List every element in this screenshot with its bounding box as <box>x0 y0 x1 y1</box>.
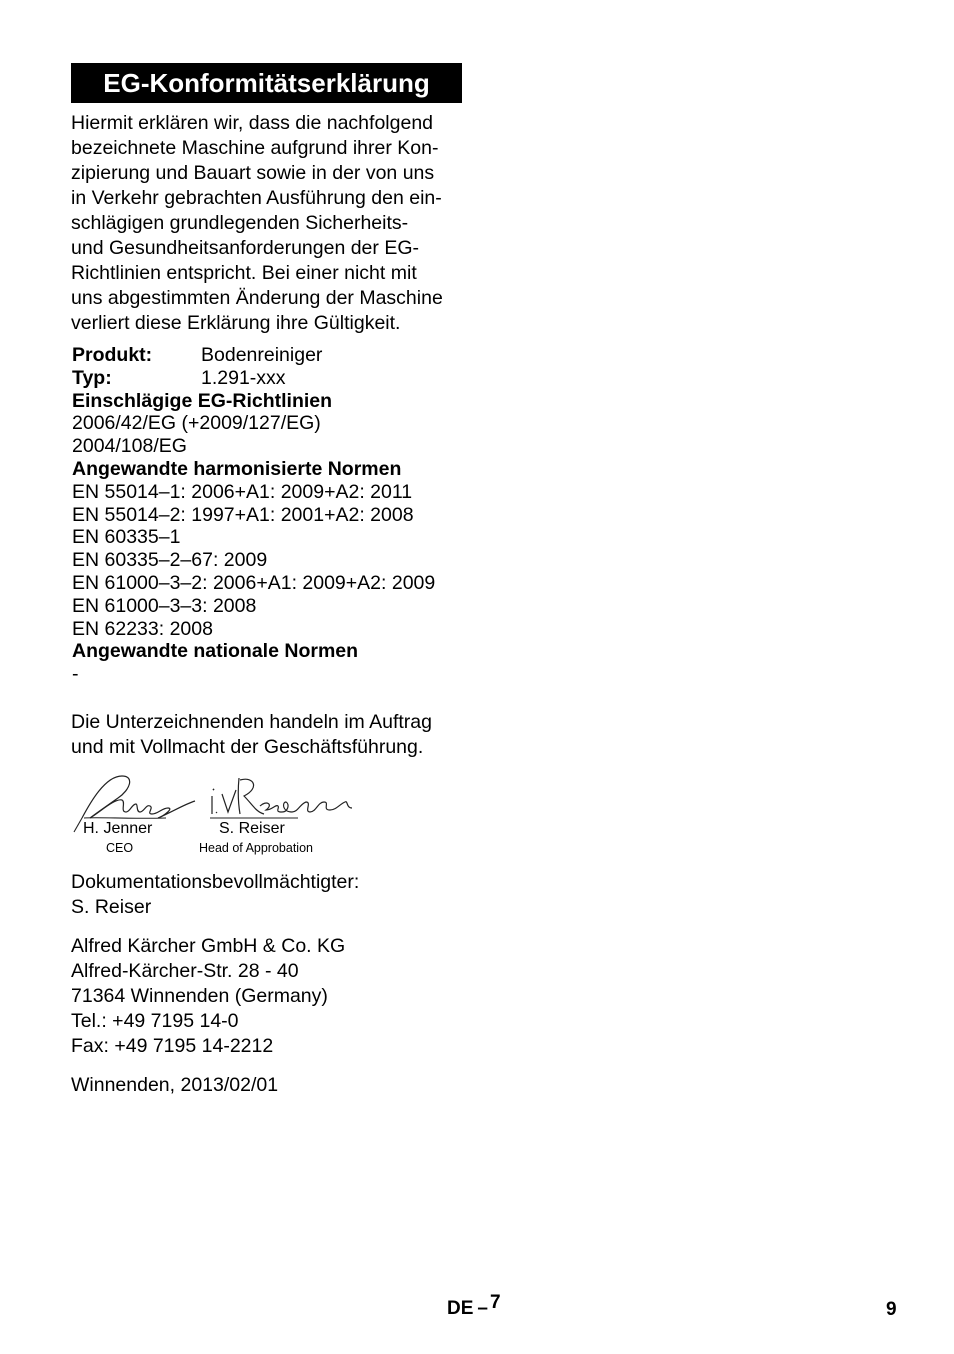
footer-page-number: 9 <box>886 1299 897 1320</box>
intro-line: Richtlinien entspricht. Bei einer nicht mit <box>71 262 417 284</box>
harmonised-heading: Angewandte harmonisierte Normen <box>72 457 402 480</box>
type-label: Typ: <box>72 366 112 389</box>
intro-line: und Gesundheitsanforderungen der EG- <box>71 237 419 259</box>
standard-item: EN 61000–3–2: 2006+A1: 2009+A2: 2009 <box>72 571 436 594</box>
footer-section-page: 7 <box>489 1292 501 1313</box>
footer-lang-code: DE <box>447 1298 474 1319</box>
national-value: - <box>72 663 79 686</box>
national-heading: Angewandte nationale Normen <box>72 640 359 663</box>
product-row <box>72 344 472 367</box>
company-line: Fax: +49 7195 14-2212 <box>71 1035 274 1057</box>
page-title: EG-Konformitätserklärung <box>71 63 462 103</box>
company-line: 71364 Winnenden (Germany) <box>71 985 328 1007</box>
intro-line: zipierung und Bauart sowie in der von uns <box>71 162 435 184</box>
intro-line: verliert diese Erklärung ihre Gültigkeit. <box>71 312 401 334</box>
reiser-initial-i <box>212 796 217 814</box>
intro-paragraph <box>71 111 466 336</box>
company-address <box>71 934 471 1059</box>
product-value: Bodenreiniger <box>201 344 323 366</box>
company-line: Alfred Kärcher GmbH & Co. KG <box>71 935 346 957</box>
documentation-name: S. Reiser <box>71 896 152 918</box>
signature-block <box>60 768 360 863</box>
signer-role-jenner: CEO <box>106 841 134 855</box>
standard-item: EN 55014–2: 1997+A1: 2001+A2: 2008 <box>72 503 414 526</box>
product-label: Produkt: <box>72 344 153 366</box>
signer-name-reiser: S. Reiser <box>219 820 285 837</box>
company-line: Tel.: +49 7195 14-0 <box>71 1010 239 1032</box>
type-row <box>72 367 472 390</box>
documentation-authority <box>71 870 471 920</box>
directive-item: 2006/42/EG (+2009/127/EG) <box>72 412 321 435</box>
standard-item: EN 62233: 2008 <box>72 617 213 640</box>
intro-line: schlägigen grundlegenden Sicherheits- <box>71 212 409 234</box>
reiser-dot <box>213 789 214 790</box>
directives-heading: Einschlägige EG-Richtlinien <box>72 389 333 412</box>
intro-line: bezeichnete Maschine aufgrund ihrer Kon- <box>71 137 439 159</box>
jenner-flourish <box>74 818 82 832</box>
footer-dash: – <box>477 1298 488 1319</box>
standard-item: EN 60335–2–67: 2009 <box>72 549 268 572</box>
type-value: 1.291-xxx <box>201 366 286 389</box>
signers-line: Die Unterzeichnenden handeln im Auftrag <box>71 711 432 733</box>
place-date: Winnenden, 2013/02/01 <box>71 1074 279 1096</box>
signer-role-reiser: Head of Approbation <box>199 841 313 855</box>
jenner-underline <box>84 818 166 819</box>
reiser-signature-stroke <box>260 802 352 812</box>
intro-line: Hiermit erklären wir, dass die nachfolgend <box>71 112 434 134</box>
signers-statement <box>71 710 471 760</box>
documentation-label: Dokumentationsbevollmächtigter: <box>71 871 360 893</box>
intro-line: in Verkehr gebrachten Ausführung den ein- <box>71 187 442 209</box>
product-spec <box>72 344 472 686</box>
signers-line: und mit Vollmacht der Geschäftsführung. <box>71 736 424 758</box>
footer-section-label <box>447 1292 501 1320</box>
signer-name-jenner: H. Jenner <box>83 820 153 837</box>
jenner-signature-stroke <box>82 776 195 818</box>
directive-item: 2004/108/EG <box>72 435 187 458</box>
standard-item: EN 61000–3–3: 2008 <box>72 594 257 617</box>
intro-line: uns abgestimmten Änderung der Maschine <box>71 287 443 309</box>
standard-item: EN 60335–1 <box>72 526 181 549</box>
reiser-letters-v-r <box>222 778 264 814</box>
standard-item: EN 55014–1: 2006+A1: 2009+A2: 2011 <box>72 480 413 503</box>
company-line: Alfred-Kärcher-Str. 28 - 40 <box>71 960 299 982</box>
